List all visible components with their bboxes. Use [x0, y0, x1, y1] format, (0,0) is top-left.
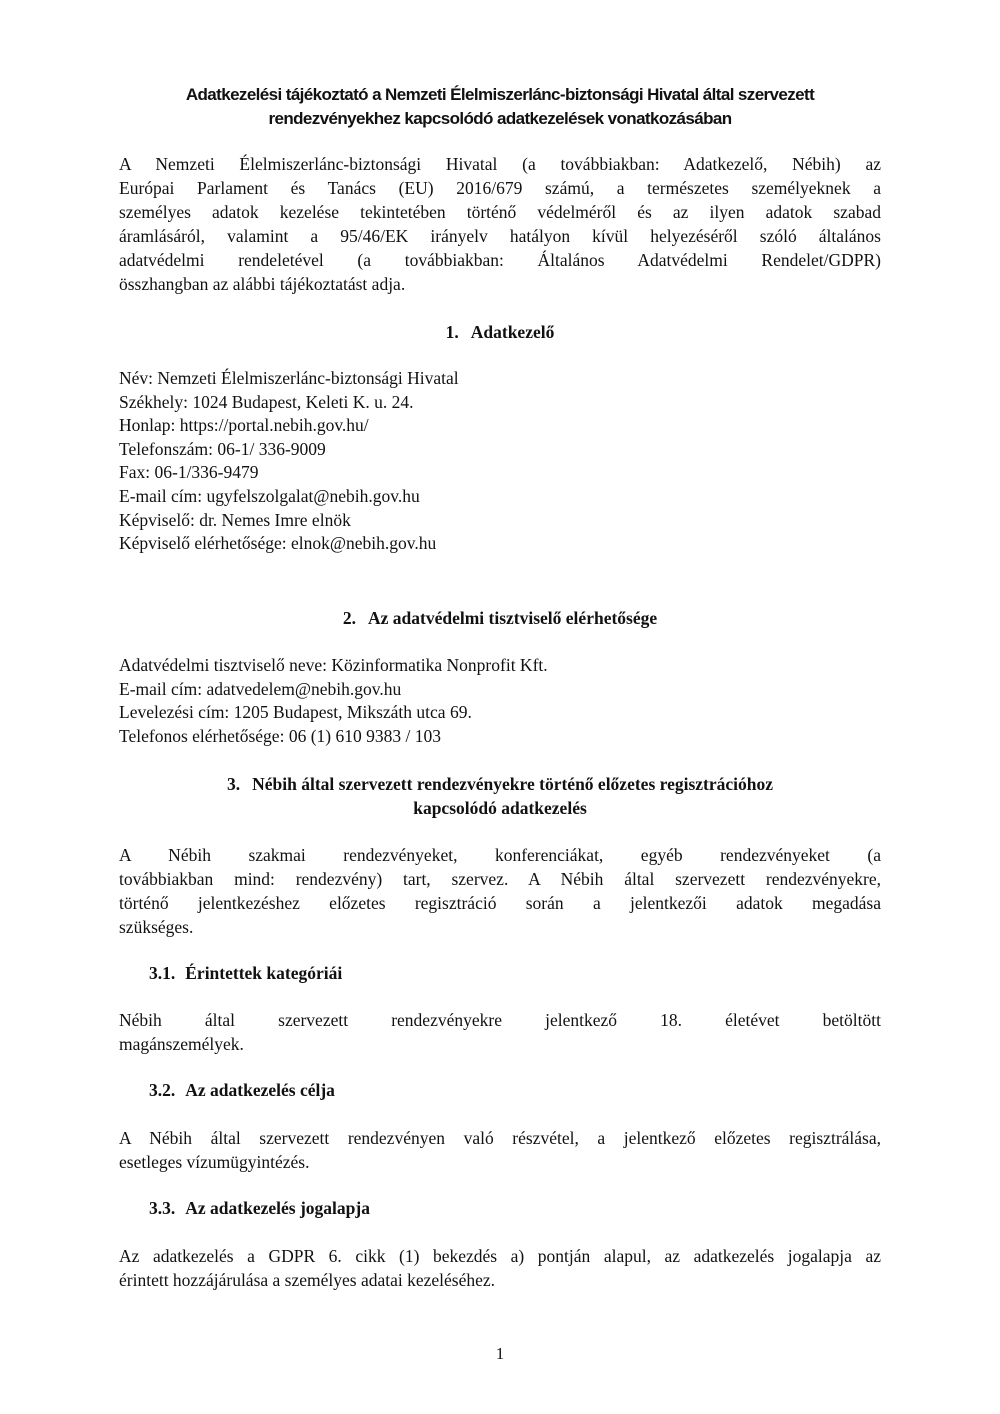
intro-line: személyes adatok kezelése tekintetében történő védelméről és az ilyen adatok szabad — [119, 202, 881, 222]
subsection-title: Az adatkezelés jogalapja — [185, 1198, 370, 1218]
subsection-3-3-heading — [149, 1196, 370, 1220]
controller-email: E-mail cím: ugyfelszolgalat@nebih.gov.hu — [119, 485, 420, 506]
representative-contact: Képviselő elérhetősége: elnok@nebih.gov.hu — [119, 533, 437, 554]
subsection-number: 3.1. — [149, 963, 176, 983]
section-title: Az adatvédelmi tisztviselő elérhetősége — [367, 608, 658, 628]
intro-line: A Nemzeti Élelmiszerlánc-biztonsági Hivatal (a továbbiakban: Adatkezelő, Nébih) az — [119, 154, 881, 174]
subsection-3-1-heading — [149, 961, 342, 985]
subsection-number: 3.3. — [149, 1198, 176, 1218]
subsection-3-1-body — [119, 1008, 881, 1056]
controller-address: Székhely: 1024 Budapest, Keleti K. u. 24. — [119, 391, 414, 412]
document-title — [130, 83, 870, 131]
body-line: magánszemélyek. — [119, 1034, 244, 1054]
controller-phone: Telefonszám: 06-1/ 336-9009 — [119, 438, 326, 459]
body-line: esetleges vízumügyintézés. — [119, 1152, 310, 1172]
title-line: rendezvényekhez kapcsolódó adatkezelések vonatkozásában — [268, 109, 732, 128]
section-title-line: Nébih által szervezett rendezvényekre történő előzetes regisztrációhoz — [252, 774, 774, 794]
controller-website: Honlap: https://portal.nebih.gov.hu/ — [119, 415, 369, 436]
body-line: történő jelentkezéshez előzetes regisztráció során a jelentkezői adatok megadása — [119, 893, 881, 913]
section-title-line: kapcsolódó adatkezelés — [413, 798, 587, 818]
section-3-heading — [119, 772, 881, 820]
body-line: továbbiakban mind: rendezvény) tart, szervez. A Nébih által szervezett rendezvényekre, — [119, 869, 881, 889]
subsection-title: Az adatkezelés célja — [185, 1080, 335, 1100]
section-number: 1. — [445, 322, 459, 342]
section-1-heading — [119, 320, 881, 344]
subsection-3-2-body — [119, 1126, 881, 1174]
intro-line: adatvédelmi rendeletével (a továbbiakban: Általános Adatvédelmi Rendelet/GDPR) — [119, 250, 881, 270]
body-line: A Nébih által szervezett rendezvényen való részvétel, a jelentkező előzetes regisztrálása, — [119, 1128, 881, 1148]
body-line: A Nébih szakmai rendezvényeket, konferenciákat, egyéb rendezvényeket (a — [119, 845, 881, 865]
subsection-3-3-body — [119, 1244, 881, 1292]
intro-line: áramlásáról, valamint a 95/46/EK irányelv hatályon kívül helyezéséről szóló általános — [119, 226, 881, 246]
dpo-details — [119, 654, 881, 748]
body-line: szükséges. — [119, 917, 194, 937]
section-number: 3. — [226, 774, 241, 794]
section-3-body — [119, 843, 881, 939]
body-line: érintett hozzájárulása a személyes adatai kezeléséhez. — [119, 1270, 496, 1290]
dpo-phone: Telefonos elérhetősége: 06 (1) 610 9383 / 103 — [119, 725, 441, 746]
page-number: 1 — [495, 1344, 505, 1363]
section-title: Adatkezelő — [470, 322, 555, 342]
section-number: 2. — [342, 608, 356, 628]
intro-line: Európai Parlament és Tanács (EU) 2016/679 számú, a természetes személyeknek a — [119, 178, 881, 198]
controller-name: Név: Nemzeti Élelmiszerlánc-biztonsági Hivatal — [119, 368, 459, 388]
subsection-3-2-heading — [149, 1078, 335, 1102]
subsection-title: Érintettek kategóriái — [185, 963, 343, 983]
body-line: Nébih által szervezett rendezvényekre jelentkező 18. életévet betöltött — [119, 1010, 881, 1030]
dpo-postal-address: Levelezési cím: 1205 Budapest, Mikszáth utca 69. — [119, 702, 472, 723]
title-line: Adatkezelési tájékoztató a Nemzeti Élelmiszerlánc-biztonsági Hivatal által szervezett — [185, 85, 815, 104]
controller-details — [119, 367, 881, 556]
controller-fax: Fax: 06-1/336-9479 — [119, 462, 259, 483]
section-2-heading — [119, 606, 881, 630]
dpo-email: E-mail cím: adatvedelem@nebih.gov.hu — [119, 678, 402, 699]
intro-paragraph — [119, 152, 881, 296]
dpo-name: Adatvédelmi tisztviselő neve: Közinformatika Nonprofit Kft. — [119, 655, 548, 675]
body-line: Az adatkezelés a GDPR 6. cikk (1) bekezdés a) pontján alapul, az adatkezelés jogalapja az — [119, 1246, 881, 1266]
intro-line: összhangban az alábbi tájékoztatást adja. — [119, 274, 406, 294]
subsection-number: 3.2. — [149, 1080, 176, 1100]
controller-representative: Képviselő: dr. Nemes Imre elnök — [119, 509, 351, 530]
